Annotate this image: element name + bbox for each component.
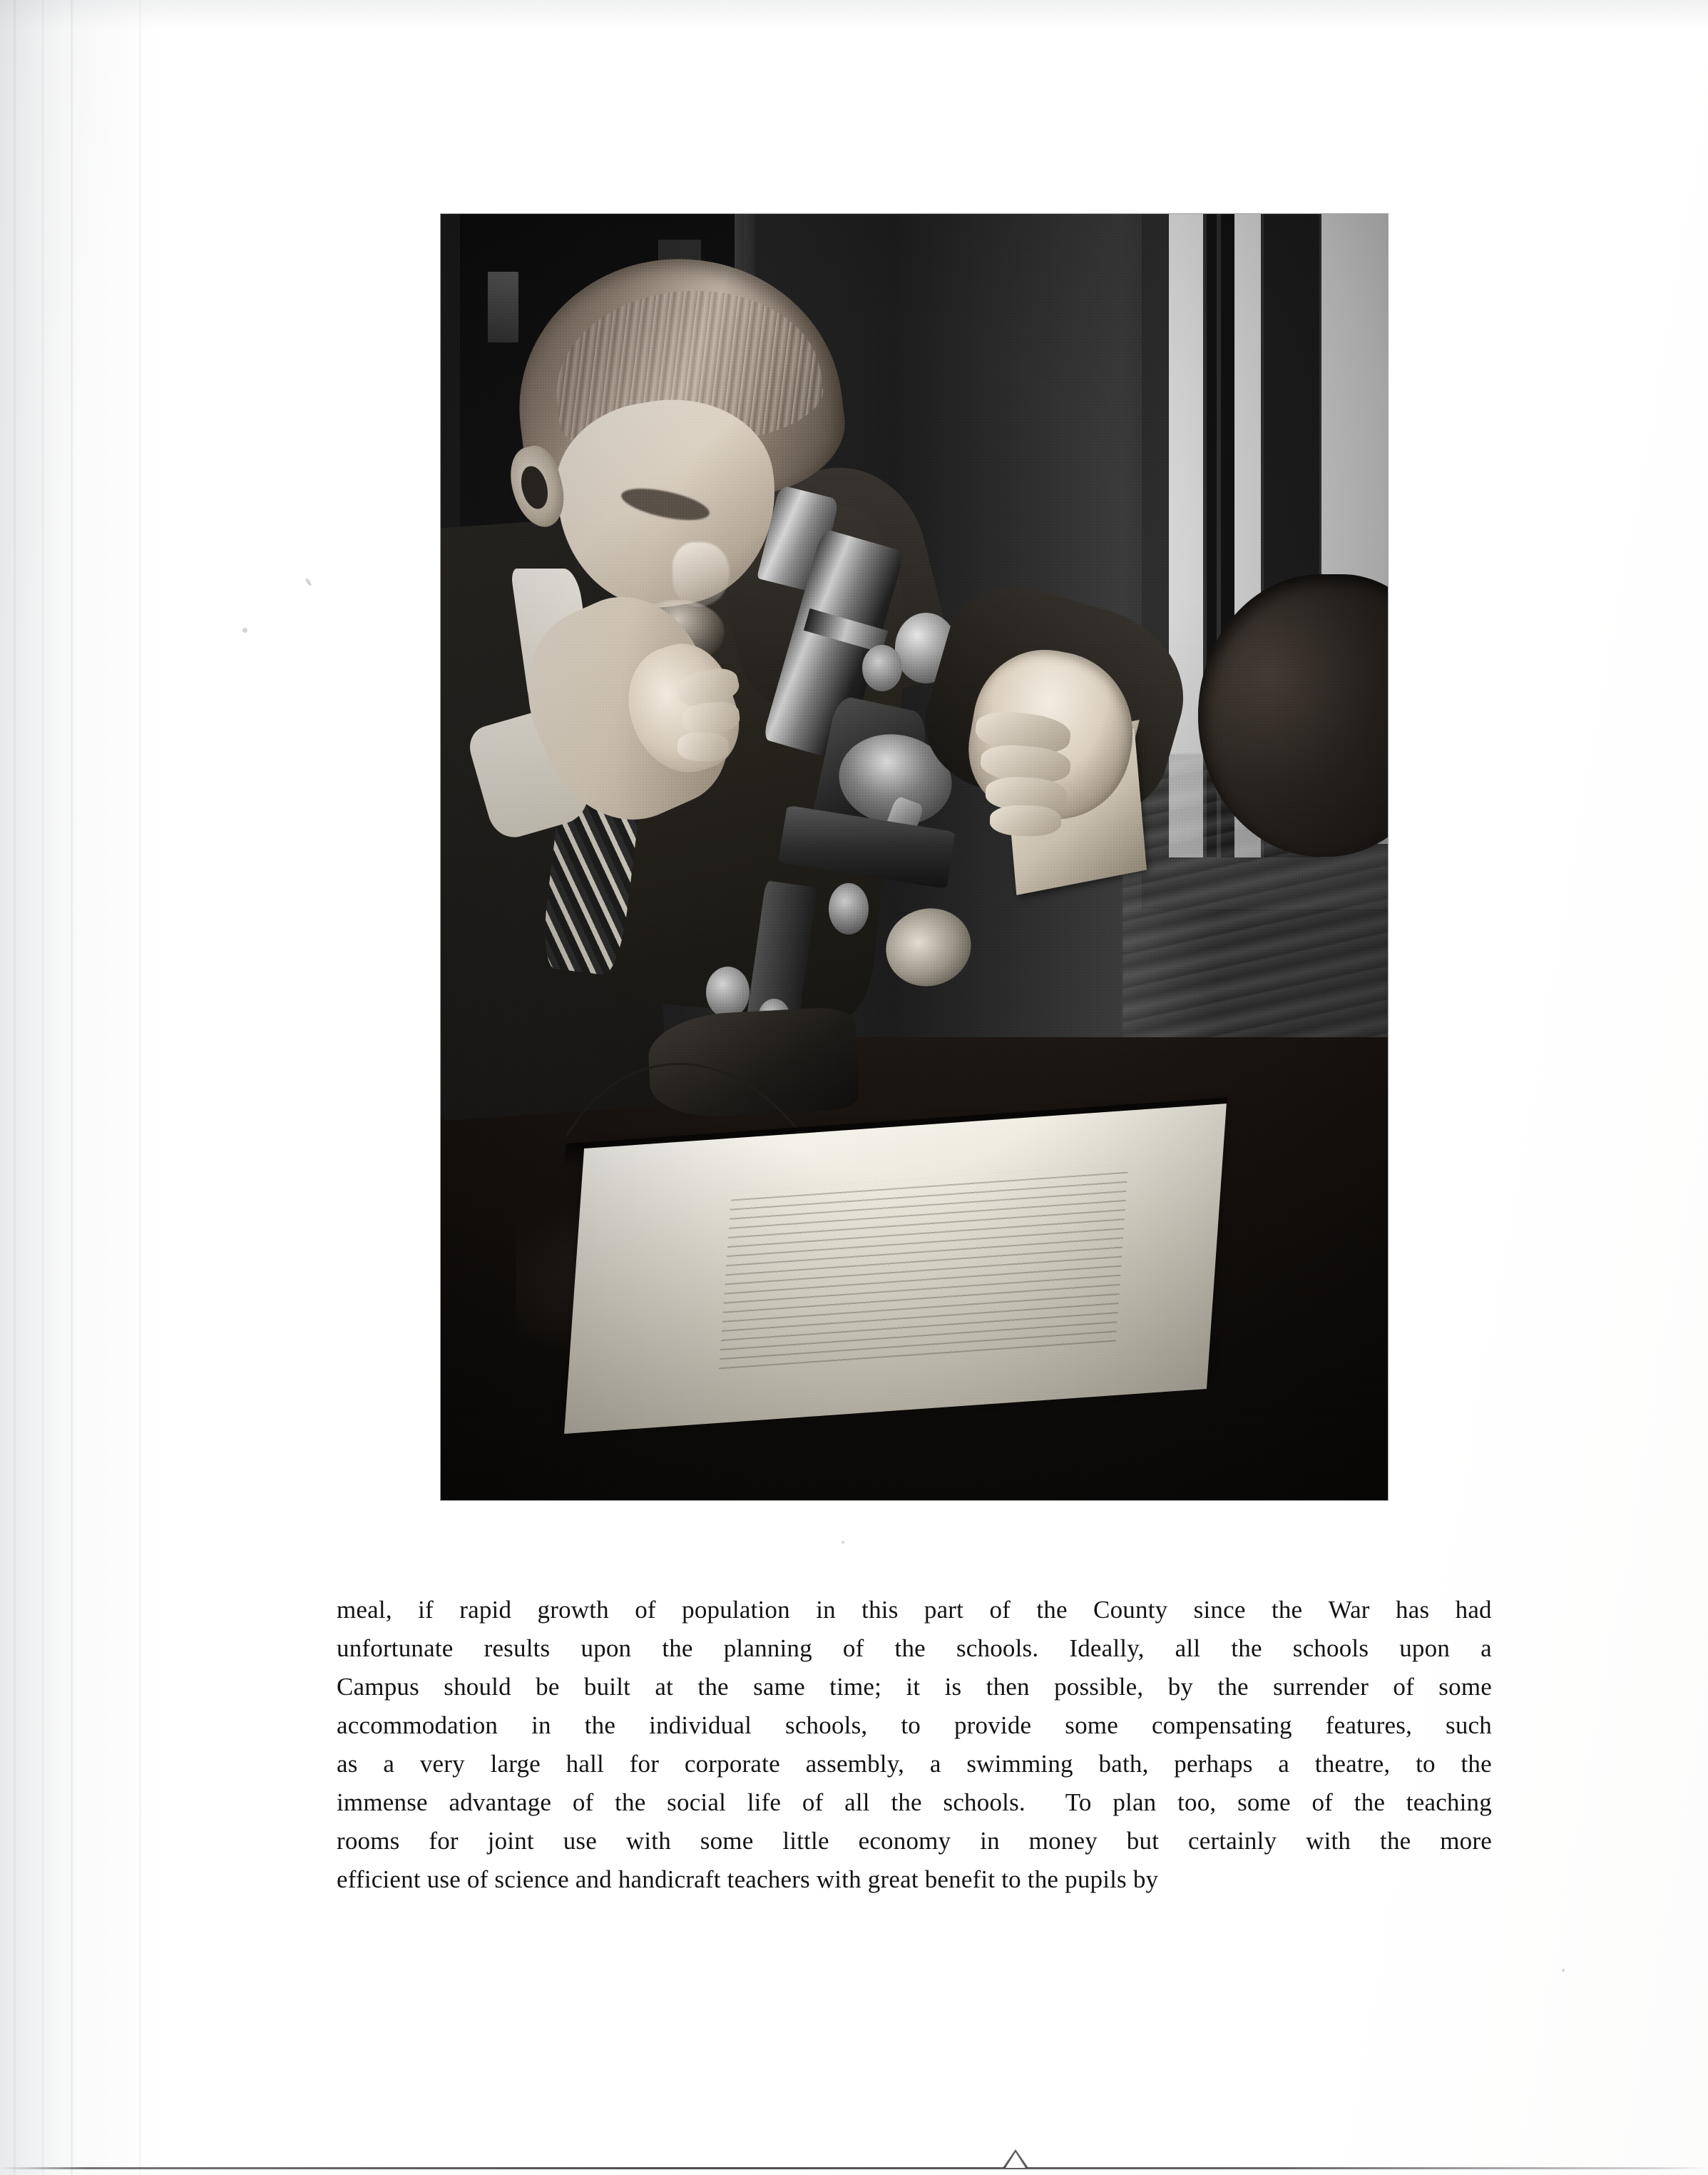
word: the [1354, 1788, 1386, 1816]
word: teaching [1406, 1788, 1492, 1816]
word: bath, [1098, 1750, 1149, 1778]
word: growth [537, 1596, 609, 1624]
word: schools. [943, 1788, 1026, 1816]
word: the [894, 1634, 926, 1662]
word: accommodation [337, 1711, 498, 1739]
word: it [906, 1673, 921, 1701]
page-corner-notch-inner [1006, 2152, 1026, 2168]
word: the [1231, 1634, 1262, 1662]
door-handle [488, 272, 518, 342]
word: schools. [956, 1634, 1039, 1662]
word: of [842, 1634, 864, 1662]
word: large [490, 1750, 541, 1778]
word: rooms [337, 1827, 400, 1855]
word: population [682, 1596, 790, 1624]
word: Campus [337, 1673, 419, 1701]
word: the [1271, 1596, 1303, 1624]
body-text-block [337, 1591, 1492, 1899]
word: the [1217, 1673, 1249, 1701]
word: built [583, 1673, 631, 1701]
word: the [891, 1788, 922, 1816]
word: assembly, [805, 1750, 905, 1778]
word: this [861, 1596, 899, 1624]
word: all [844, 1788, 870, 1816]
word: War [1328, 1596, 1370, 1624]
word: of [635, 1596, 656, 1624]
word: of [1311, 1788, 1334, 1816]
word: with [625, 1827, 671, 1855]
word: should [444, 1673, 511, 1701]
word: some [1237, 1788, 1291, 1816]
word: Ideally, [1069, 1634, 1145, 1662]
word: some [1438, 1673, 1492, 1701]
word: a [929, 1750, 941, 1778]
word: for [629, 1750, 660, 1778]
word: very [419, 1750, 465, 1778]
word: the [1036, 1596, 1068, 1624]
word: a [383, 1750, 395, 1778]
word: too, [1177, 1788, 1217, 1816]
word: in [531, 1711, 551, 1739]
word: social [667, 1788, 727, 1816]
word: part [924, 1596, 964, 1624]
paper-speck [1562, 1969, 1565, 1972]
word: joint [487, 1827, 534, 1855]
word: planning [723, 1634, 812, 1662]
text-line [337, 1668, 1492, 1706]
word: possible, [1054, 1673, 1144, 1701]
word: be [536, 1673, 560, 1701]
word: by [1167, 1673, 1194, 1701]
page-bottom-edge [0, 2167, 1708, 2169]
word: perhaps [1174, 1750, 1253, 1778]
word: hall [566, 1750, 604, 1778]
word: at [655, 1673, 674, 1701]
word: to [901, 1711, 921, 1739]
text-line [337, 1783, 1492, 1822]
word: of [802, 1788, 824, 1816]
text-line [337, 1591, 1492, 1629]
word: To [1046, 1788, 1092, 1816]
word: the [584, 1711, 616, 1739]
text-line [337, 1629, 1492, 1668]
word: economy [858, 1827, 951, 1855]
finger [677, 731, 729, 761]
photograph [441, 214, 1388, 1500]
word: had [1455, 1596, 1492, 1624]
word: immense [337, 1788, 428, 1816]
word: schools [1292, 1634, 1369, 1662]
word: if [418, 1596, 434, 1624]
microscope-fine-focus-knob [862, 645, 902, 691]
text-line [337, 1745, 1492, 1783]
word: surrender [1273, 1673, 1369, 1701]
word: time; [829, 1673, 882, 1701]
word: to [1416, 1750, 1436, 1778]
word: features, [1325, 1711, 1413, 1739]
word: but [1126, 1827, 1160, 1855]
word: all [1175, 1634, 1201, 1662]
word: rapid [459, 1596, 512, 1624]
word: the [1461, 1750, 1492, 1778]
word: theatre, [1314, 1750, 1391, 1778]
text-line [337, 1822, 1492, 1860]
word: meal, [337, 1596, 392, 1624]
word: upon [1399, 1634, 1451, 1662]
word: such [1446, 1711, 1492, 1739]
text-line [337, 1706, 1492, 1745]
word: individual [649, 1711, 752, 1739]
word: in [816, 1596, 836, 1624]
word: money [1028, 1827, 1098, 1855]
microscope-lower-knob [706, 967, 750, 1018]
notebook-handwriting-lines [719, 1164, 1128, 1373]
word: swimming [966, 1750, 1073, 1778]
word: provide [953, 1711, 1032, 1739]
word: has [1396, 1596, 1430, 1624]
word: life [747, 1788, 782, 1816]
word: as [337, 1750, 358, 1778]
word: since [1193, 1596, 1246, 1624]
word: plan [1113, 1788, 1157, 1816]
word: of [572, 1788, 594, 1816]
text-line: efficient use of science and handicraft teachers with great benefit to the pupils by [337, 1865, 1159, 1893]
word: certainly [1188, 1827, 1277, 1855]
finger [990, 805, 1061, 837]
paper-speck [842, 1541, 844, 1544]
word: is [944, 1673, 962, 1701]
photo-scene [441, 214, 1388, 1500]
word: a [1481, 1634, 1492, 1662]
word: compensating [1151, 1711, 1292, 1739]
word: use [563, 1827, 597, 1855]
word: with [1306, 1827, 1351, 1855]
word: the [662, 1634, 693, 1662]
word: unfortunate [337, 1634, 454, 1662]
word: of [1393, 1673, 1414, 1701]
word: little [782, 1827, 829, 1855]
word: some [1065, 1711, 1118, 1739]
word: upon [581, 1634, 632, 1662]
microscope-condenser [829, 883, 869, 934]
word: same [753, 1673, 805, 1701]
word: the [1380, 1827, 1411, 1855]
word: of [989, 1596, 1011, 1624]
word: schools, [785, 1711, 868, 1739]
word: in [980, 1827, 1000, 1855]
word: some [700, 1827, 754, 1855]
word: a [1278, 1750, 1290, 1778]
word: County [1093, 1596, 1168, 1624]
paper-speck [242, 628, 247, 633]
word: results [484, 1634, 551, 1662]
word: the [697, 1673, 729, 1701]
word: for [429, 1827, 459, 1855]
word: the [615, 1788, 646, 1816]
word: then [986, 1673, 1030, 1701]
word: corporate [684, 1750, 780, 1778]
word: advantage [449, 1788, 552, 1816]
word: more [1440, 1827, 1492, 1855]
